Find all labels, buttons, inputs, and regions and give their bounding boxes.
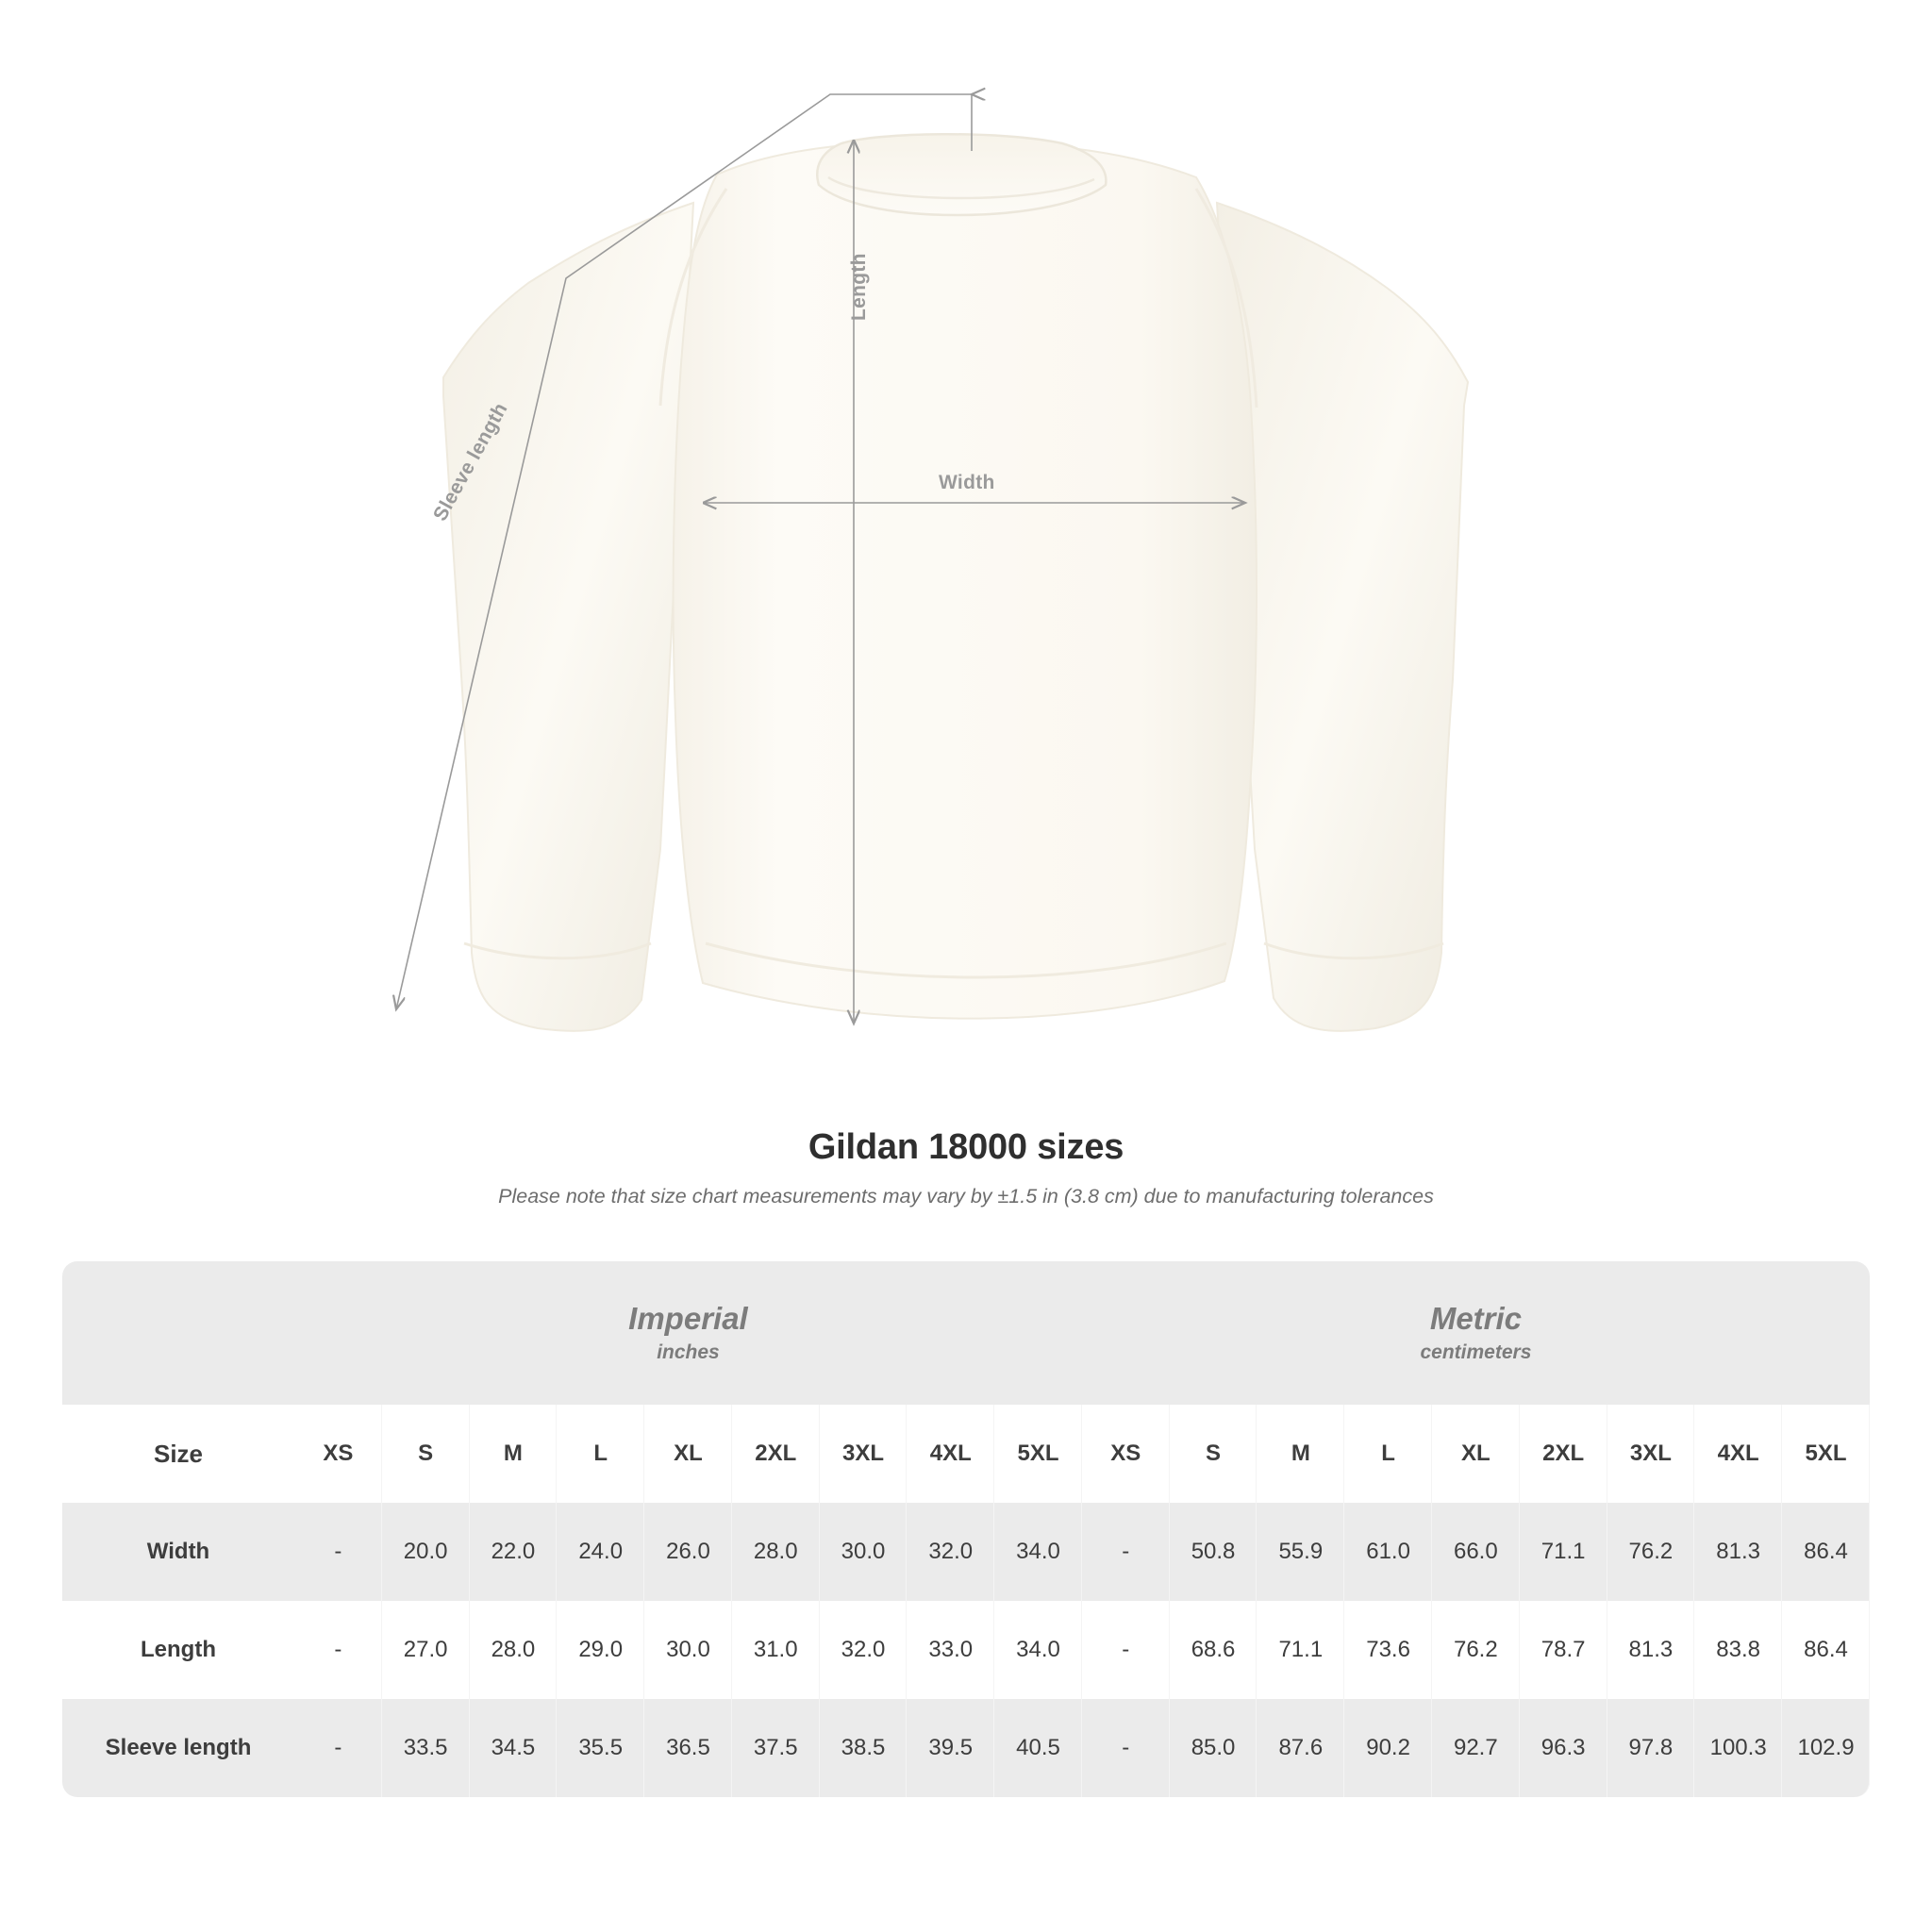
size-header-row xyxy=(62,1405,1870,1503)
cell-length-imperial-m: 28.0 xyxy=(470,1601,558,1699)
size-header-label: Size xyxy=(62,1405,294,1503)
cell-width-metric-l: 61.0 xyxy=(1344,1503,1432,1601)
cell-sleeve-length-imperial-xs: - xyxy=(294,1699,382,1797)
sleeve-length-dimension-label: Sleeve length xyxy=(429,399,512,525)
cell-sleeve-length-imperial-5xl: 40.5 xyxy=(994,1699,1082,1797)
cell-length-metric-2xl: 78.7 xyxy=(1520,1601,1607,1699)
cell-length-metric-5xl: 86.4 xyxy=(1782,1601,1870,1699)
cell-width-imperial-2xl: 28.0 xyxy=(732,1503,820,1601)
cell-length-metric-m: 71.1 xyxy=(1257,1601,1344,1699)
size-column-imperial-5xl: 5XL xyxy=(994,1405,1082,1503)
size-column-imperial-2xl: 2XL xyxy=(732,1405,820,1503)
row-label-length: Length xyxy=(62,1601,294,1699)
cell-width-metric-m: 55.9 xyxy=(1257,1503,1344,1601)
size-column-metric-s: S xyxy=(1170,1405,1257,1503)
width-dimension-label: Width xyxy=(939,472,995,493)
cell-length-metric-4xl: 83.8 xyxy=(1694,1601,1782,1699)
cell-width-imperial-m: 22.0 xyxy=(470,1503,558,1601)
cell-width-imperial-s: 20.0 xyxy=(382,1503,470,1601)
cell-sleeve-length-imperial-m: 34.5 xyxy=(470,1699,558,1797)
unit-header-blank xyxy=(62,1261,294,1405)
size-table-container xyxy=(62,1261,1870,1797)
length-dimension-label: Length xyxy=(848,253,870,321)
cell-width-imperial-5xl: 34.0 xyxy=(994,1503,1082,1601)
cell-sleeve-length-imperial-l: 35.5 xyxy=(557,1699,644,1797)
cell-sleeve-length-imperial-2xl: 37.5 xyxy=(732,1699,820,1797)
cell-sleeve-length-imperial-xl: 36.5 xyxy=(644,1699,732,1797)
unit-group-imperial-sub: inches xyxy=(657,1341,720,1364)
unit-group-metric-name: Metric xyxy=(1429,1300,1523,1336)
cell-length-imperial-l: 29.0 xyxy=(557,1601,644,1699)
size-column-imperial-m: M xyxy=(470,1405,558,1503)
table-row xyxy=(62,1699,1870,1797)
cell-width-imperial-3xl: 30.0 xyxy=(820,1503,908,1601)
size-column-metric-xl: XL xyxy=(1432,1405,1520,1503)
cell-sleeve-length-imperial-4xl: 39.5 xyxy=(907,1699,994,1797)
size-column-imperial-3xl: 3XL xyxy=(820,1405,908,1503)
cell-length-imperial-xs: - xyxy=(294,1601,382,1699)
size-column-metric-l: L xyxy=(1344,1405,1432,1503)
tolerance-note: Please note that size chart measurements may vary by ±1.5 in (3.8 cm) due to manufacturing tolerances xyxy=(498,1185,1434,1208)
garment-shape xyxy=(443,134,1468,1031)
unit-group-metric xyxy=(1082,1261,1870,1405)
size-column-metric-m: M xyxy=(1257,1405,1344,1503)
unit-header-row xyxy=(62,1261,1870,1405)
cell-width-imperial-xl: 26.0 xyxy=(644,1503,732,1601)
cell-width-metric-xs: - xyxy=(1082,1503,1170,1601)
unit-group-imperial-name: Imperial xyxy=(628,1300,748,1336)
unit-group-metric-sub: centimeters xyxy=(1420,1341,1532,1364)
cell-length-imperial-5xl: 34.0 xyxy=(994,1601,1082,1699)
cell-width-metric-4xl: 81.3 xyxy=(1694,1503,1782,1601)
cell-length-imperial-4xl: 33.0 xyxy=(907,1601,994,1699)
cell-length-metric-s: 68.6 xyxy=(1170,1601,1257,1699)
size-column-imperial-l: L xyxy=(557,1405,644,1503)
cell-sleeve-length-metric-4xl: 100.3 xyxy=(1694,1699,1782,1797)
cell-length-imperial-xl: 30.0 xyxy=(644,1601,732,1699)
size-column-metric-4xl: 4XL xyxy=(1694,1405,1782,1503)
cell-width-metric-5xl: 86.4 xyxy=(1782,1503,1870,1601)
cell-sleeve-length-metric-5xl: 102.9 xyxy=(1782,1699,1870,1797)
unit-group-imperial xyxy=(294,1261,1082,1405)
table-row xyxy=(62,1503,1870,1601)
cell-sleeve-length-metric-l: 90.2 xyxy=(1344,1699,1432,1797)
size-column-imperial-4xl: 4XL xyxy=(907,1405,994,1503)
row-label-width: Width xyxy=(62,1503,294,1601)
size-column-metric-3xl: 3XL xyxy=(1607,1405,1695,1503)
cell-sleeve-length-metric-3xl: 97.8 xyxy=(1607,1699,1695,1797)
cell-width-metric-s: 50.8 xyxy=(1170,1503,1257,1601)
cell-width-metric-3xl: 76.2 xyxy=(1607,1503,1695,1601)
cell-width-metric-xl: 66.0 xyxy=(1432,1503,1520,1601)
cell-sleeve-length-metric-2xl: 96.3 xyxy=(1520,1699,1607,1797)
cell-length-imperial-3xl: 32.0 xyxy=(820,1601,908,1699)
cell-sleeve-length-metric-xl: 92.7 xyxy=(1432,1699,1520,1797)
size-column-metric-2xl: 2XL xyxy=(1520,1405,1607,1503)
cell-sleeve-length-imperial-3xl: 38.5 xyxy=(820,1699,908,1797)
cell-width-imperial-xs: - xyxy=(294,1503,382,1601)
cell-width-metric-2xl: 71.1 xyxy=(1520,1503,1607,1601)
cell-length-imperial-s: 27.0 xyxy=(382,1601,470,1699)
size-column-metric-xs: XS xyxy=(1082,1405,1170,1503)
cell-sleeve-length-metric-m: 87.6 xyxy=(1257,1699,1344,1797)
size-column-imperial-s: S xyxy=(382,1405,470,1503)
size-table-body xyxy=(62,1503,1870,1797)
cell-length-metric-l: 73.6 xyxy=(1344,1601,1432,1699)
cell-width-imperial-4xl: 32.0 xyxy=(907,1503,994,1601)
table-row xyxy=(62,1601,1870,1699)
cell-sleeve-length-imperial-s: 33.5 xyxy=(382,1699,470,1797)
cell-length-metric-xl: 76.2 xyxy=(1432,1601,1520,1699)
page-title: Gildan 18000 sizes xyxy=(808,1127,1124,1167)
size-column-imperial-xl: XL xyxy=(644,1405,732,1503)
size-column-imperial-xs: XS xyxy=(294,1405,382,1503)
cell-length-metric-3xl: 81.3 xyxy=(1607,1601,1695,1699)
row-label-sleeve-length: Sleeve length xyxy=(62,1699,294,1797)
cell-width-imperial-l: 24.0 xyxy=(557,1503,644,1601)
cell-sleeve-length-metric-s: 85.0 xyxy=(1170,1699,1257,1797)
size-table xyxy=(62,1261,1870,1797)
cell-length-imperial-2xl: 31.0 xyxy=(732,1601,820,1699)
cell-length-metric-xs: - xyxy=(1082,1601,1170,1699)
title-block xyxy=(0,1127,1932,1208)
cell-sleeve-length-metric-xs: - xyxy=(1082,1699,1170,1797)
size-column-metric-5xl: 5XL xyxy=(1782,1405,1870,1503)
